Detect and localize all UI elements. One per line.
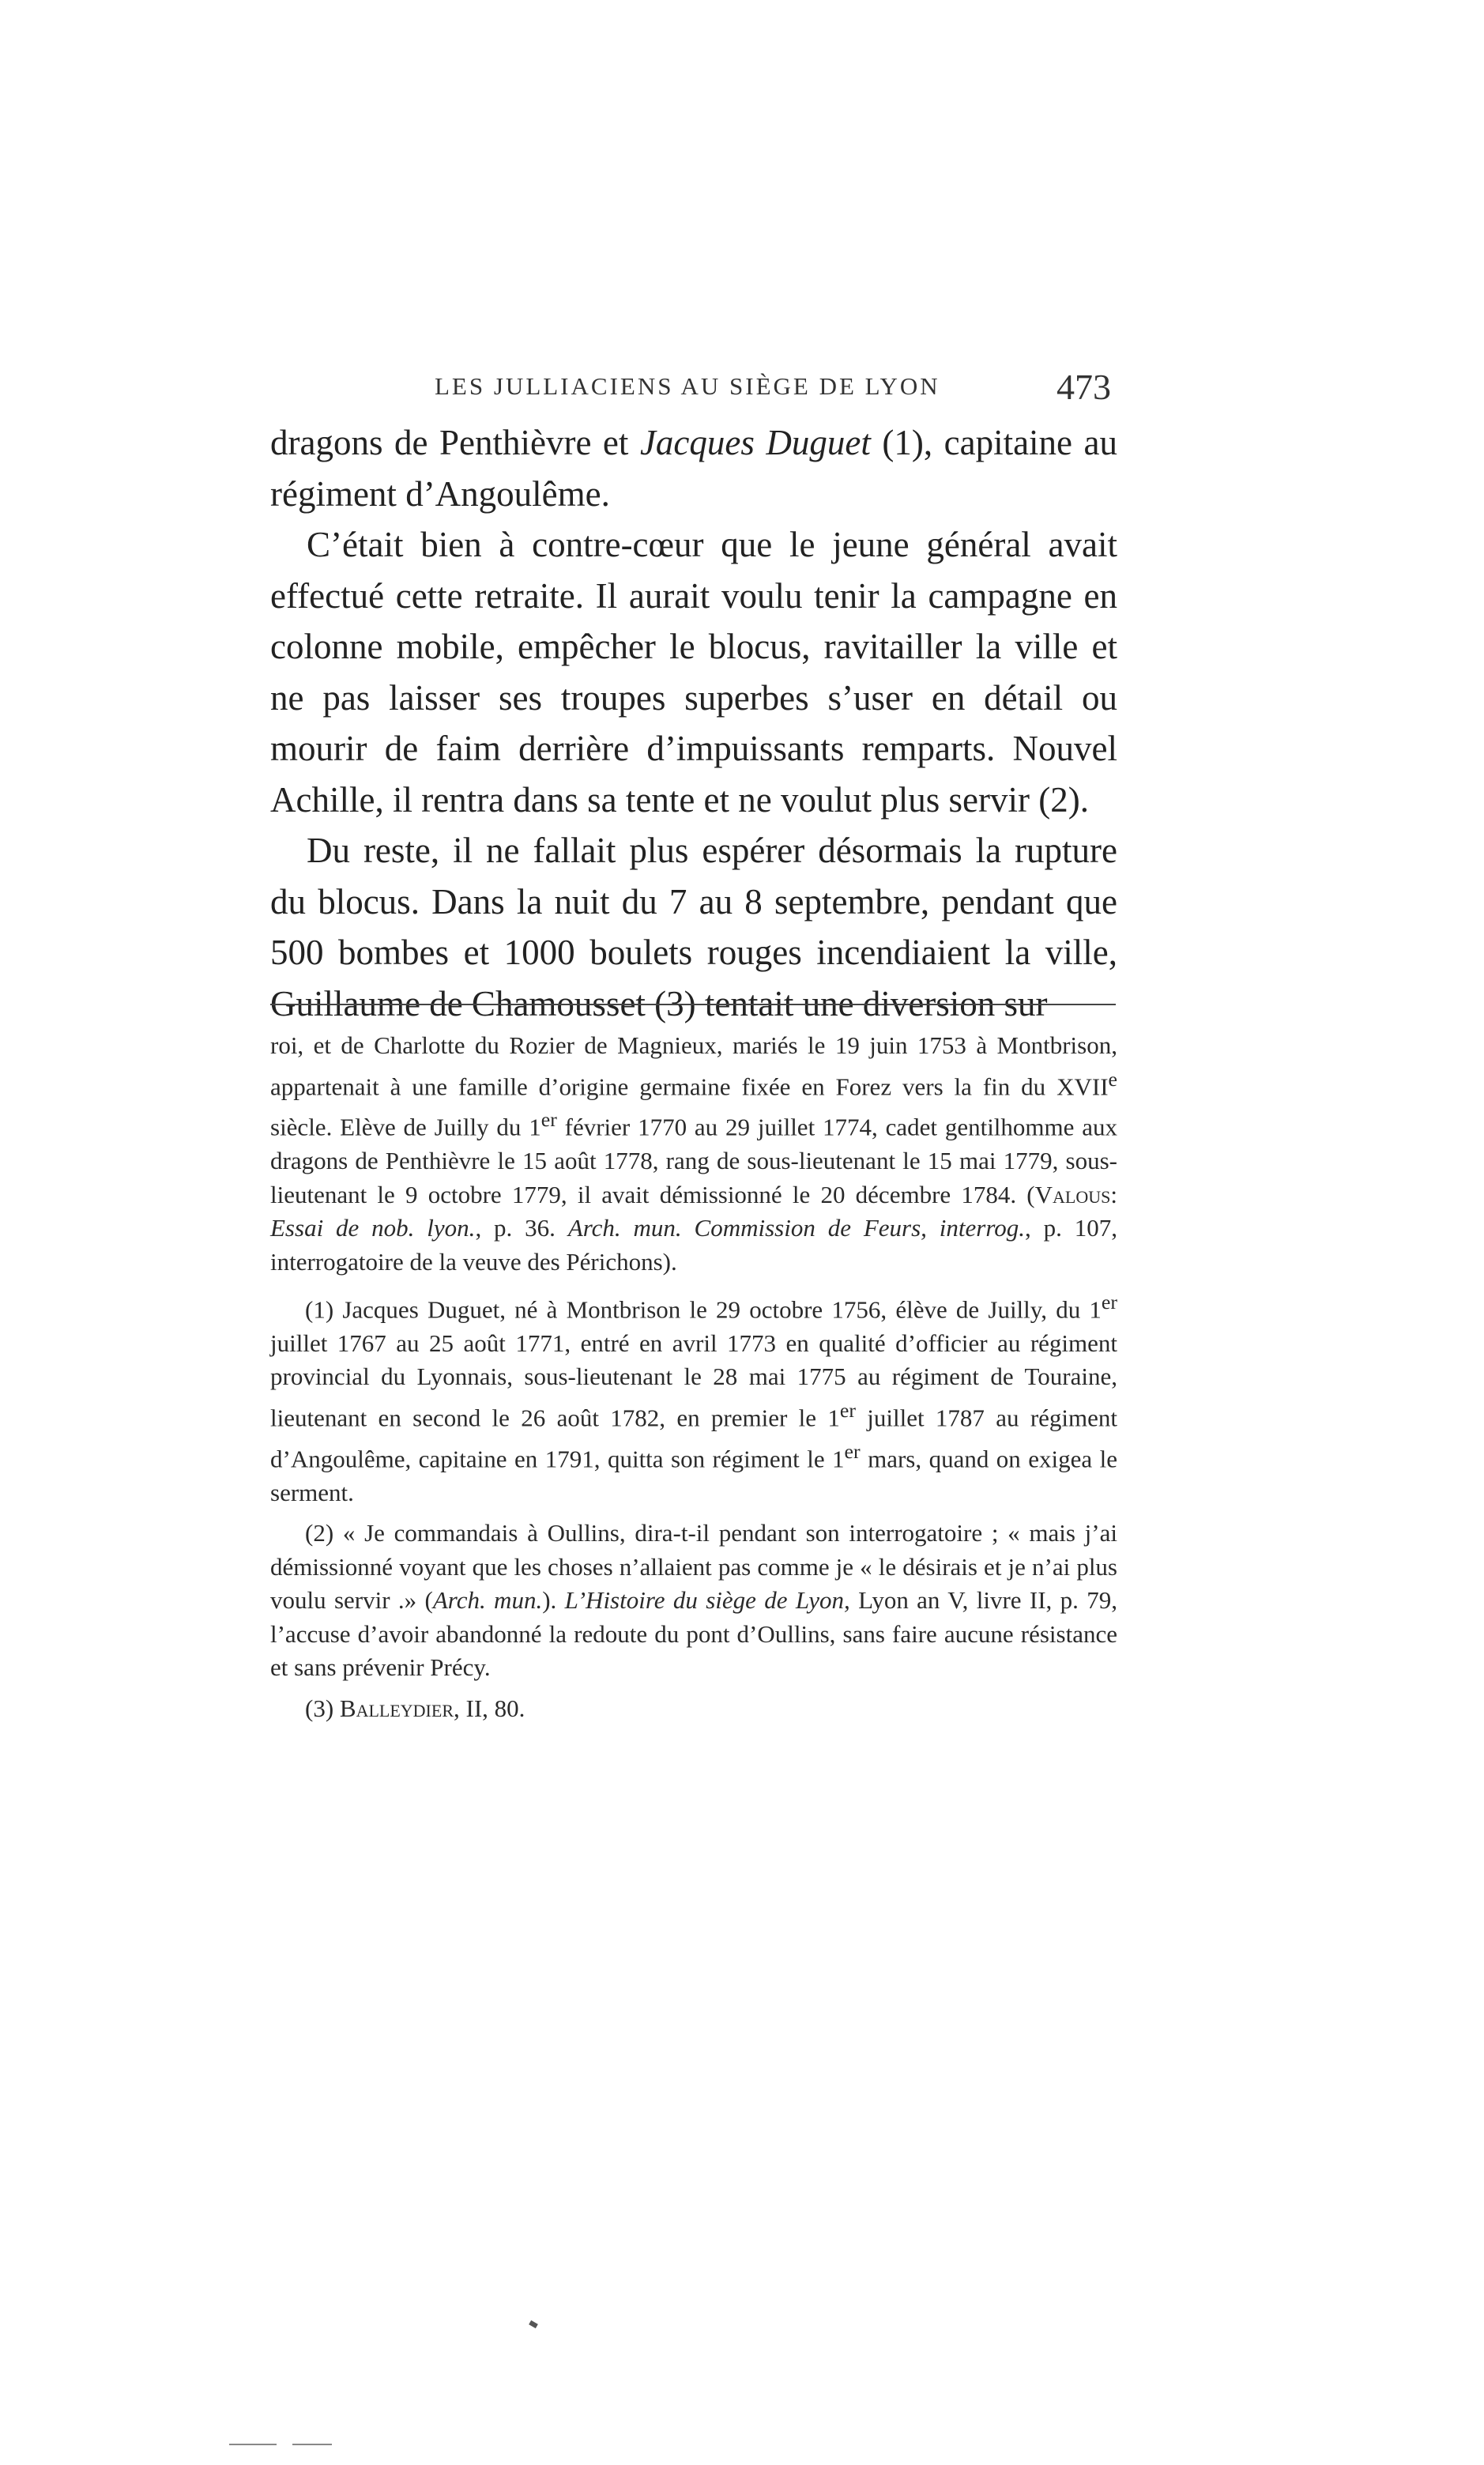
bottom-edge-marks — [229, 2444, 340, 2448]
fn2-e: Lyon an V, livre II, p. 79, l’accuse d’avoir abandonné la redoute du pont d’Oullins, sans faire aucune résistance et sans prévenir Précy. — [270, 1586, 1117, 1682]
page-header — [270, 366, 1117, 413]
paragraph-2: C’était bien à contre-cœur que le jeune général avait effectué cette retraite. Il aurait voulu tenir la campagne en colonne mobile, empêcher le blocus, ravitailler la ville et ne pas laisser ses troupes superbes s’user en détail ou mourir de faim derrière d’impuissants remparts. Nouvel Achille, il rentra dans sa tente et ne voulut plus servir (2). — [270, 525, 1117, 820]
fn-cont-archive: Arch. mun. Commission de Feurs, interrog. — [567, 1214, 1026, 1242]
running-title: LES JULLIACIENS AU SIÈGE DE LYON — [435, 372, 940, 400]
fn-cont-a: roi, et de Charlotte du Rozier de Magnieux, mariés le 19 juin 1753 à Montbrison, appartenait à une famille d’origine germaine fixée en Forez vers la fin du — [270, 1031, 1117, 1100]
fn-cont-j: , p. 36. — [475, 1214, 568, 1242]
fn-cont-century: XVII — [1057, 1072, 1109, 1100]
fn2-archive: Arch. mun. — [432, 1586, 543, 1615]
footnote-rule — [270, 1004, 1116, 1005]
fn3-author: Balleydier — [339, 1694, 454, 1722]
fn2-a: (2) « Je commandais à Oullins, dira-t-il pendant son interrogatoire ; « mais j’ai démissionné voyant que les choses n’allaient pas comme je « le désirais et je n’ai plus voulu servir .» ( — [270, 1519, 1117, 1615]
fn-cont-author: Valous — [1034, 1180, 1111, 1208]
fn1-sup-3: er — [844, 1439, 861, 1463]
fn-cont-f: février 1770 au 29 juillet 1774, cadet gentilhomme aux dragons de Penthièvre le 15 août 1778, rang de sous-lieutenant le 15 mai 1779, sous-lieutenant le 9 octobre 1779, il avait démissionné le 20 décembre 1784. ( — [270, 1113, 1118, 1208]
paragraph-1-text-c: (1), capitaine au régiment d’Angoulême. — [270, 423, 1118, 514]
fn-cont-d: siècle. Elève de Juilly du 1 — [270, 1113, 541, 1141]
fn1-sup-2: er — [839, 1398, 856, 1422]
fn1-e: juillet 1787 au régiment d’Angoulême, capitaine en 1791, quitta son régiment le 1 — [270, 1404, 1118, 1473]
main-text — [270, 417, 1117, 1029]
paragraph-1 — [270, 417, 1117, 519]
fn-cont-sup-er: er — [540, 1108, 557, 1132]
page-number: 473 — [1057, 367, 1111, 407]
fn-cont-sup-e: e — [1108, 1067, 1117, 1091]
fn1-sup-1: er — [1101, 1291, 1117, 1314]
fn2-c: ). — [542, 1586, 565, 1615]
fn3-a: (3) — [305, 1694, 340, 1722]
edge-mark-2 — [292, 2444, 332, 2445]
fn1-a: (1) Jacques Duguet, né à Montbrison le 29 octobre 1756, élève de Juilly, du 1 — [305, 1295, 1102, 1324]
footnotes — [270, 1029, 1117, 1732]
fn1-c: juillet 1767 au 25 août 1771, entré en avril 1773 en qualité d’officier au régiment provincial du Lyonnais, sous-lieutenant le 28 mai 1775 au régiment de Touraine, lieutenant en second le 26 août 1782, en premier le 1 — [270, 1329, 1117, 1432]
fn2-title: L’Histoire du siège de Lyon, — [564, 1586, 850, 1615]
fn3-c: , II, 80. — [454, 1694, 525, 1722]
paragraph-1-text-a: dragons de Penthièvre et — [270, 423, 640, 462]
footnote-1 — [270, 1286, 1117, 1510]
fn-cont-title: Essai de nob. lyon. — [270, 1214, 476, 1242]
fn1-g: mars, quand on exigea le serment. — [270, 1445, 1117, 1506]
footnote-2 — [270, 1517, 1117, 1685]
ink-speck — [529, 2320, 538, 2328]
paragraph-1-name: Jacques Duguet — [639, 423, 871, 462]
edge-mark-1 — [229, 2444, 277, 2445]
footnote-continuation — [270, 1029, 1117, 1279]
footnote-3 — [270, 1692, 1117, 1726]
paragraph-3: Du reste, il ne fallait plus espérer désormais la rupture du blocus. Dans la nuit du 7 au 8 septembre, pendant que 500 bombes et 1000 boulets rouges incendiaient la ville, Guillaume de Chamousset (3) tentait une diversion sur — [270, 831, 1117, 1023]
fn-cont-l: , p. 107, interrogatoire de la veuve des Périchons). — [270, 1214, 1118, 1276]
fn-cont-h: : — [1110, 1180, 1117, 1208]
